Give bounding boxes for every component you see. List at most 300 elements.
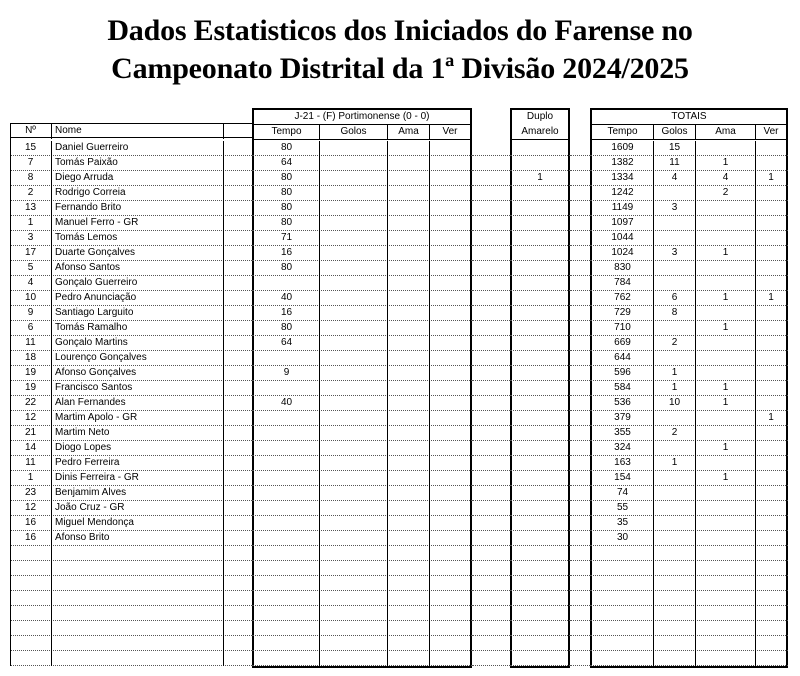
match-tempo-cell: 80 [254,186,320,201]
match-tempo-cell: 80 [254,141,320,156]
total-ver-cell [756,486,786,501]
total-golos-cell: 15 [654,141,696,156]
player-number [10,636,52,651]
total-ver-cell [756,231,786,246]
total-golos-cell: 11 [654,156,696,171]
match-ver-cell [430,501,470,516]
duplo-block [510,108,570,666]
duplo-cell [512,336,568,351]
spacer-row [472,216,510,231]
match-header-row [252,125,472,140]
duplo-cell [512,231,568,246]
total-ver-cell [756,336,786,351]
total-golos-cell [654,351,696,366]
match-ama-cell [388,156,430,171]
spacer-row [472,456,510,471]
player-number: 11 [10,456,52,471]
spacer-row [472,636,510,651]
total-golos-cell: 1 [654,456,696,471]
total-golos-cell: 1 [654,366,696,381]
total-ama-cell [696,606,756,621]
players-left-border [10,123,11,666]
total-tempo-cell: 596 [592,366,654,381]
totals-row [590,381,788,396]
duplo-row [510,651,570,666]
total-ama-cell [696,561,756,576]
duplo-cell [512,186,568,201]
totals-row [590,261,788,276]
duplo-cell [512,201,568,216]
totals-row [590,186,788,201]
duplo-cell [512,576,568,591]
duplo-row [510,561,570,576]
duplo-cell [512,276,568,291]
total-golos-cell [654,186,696,201]
spacer-row [570,456,590,471]
match-tempo-cell: 80 [254,201,320,216]
total-tempo-cell [592,651,654,666]
player-number: 22 [10,396,52,411]
total-golos-cell: 3 [654,246,696,261]
match-ama-cell [388,501,430,516]
match-row [252,141,472,156]
player-row [10,366,252,381]
total-ama-cell: 1 [696,471,756,486]
match-row [252,336,472,351]
spacer-row [472,441,510,456]
match-golos-cell [320,261,388,276]
match-ver-cell [430,426,470,441]
gap-2 [570,108,590,666]
spacer-row [472,471,510,486]
spacer-row [472,501,510,516]
totals-row [590,276,788,291]
total-tempo-cell: 1242 [592,186,654,201]
total-tempo-cell [592,636,654,651]
spacer-row [472,546,510,561]
spacer-row [472,591,510,606]
match-tempo-cell [254,516,320,531]
total-ver-cell [756,216,786,231]
totals-row [590,441,788,456]
duplo-row [510,456,570,471]
duplo-cell [512,366,568,381]
total-ver-cell [756,351,786,366]
match-tempo-cell [254,531,320,546]
totals-row [590,366,788,381]
totals-header-row [590,125,788,140]
duplo-header-row [510,125,570,140]
header-name: Nome [52,124,224,139]
total-ama-cell [696,531,756,546]
player-name [52,636,224,651]
player-row [10,306,252,321]
duplo-row [510,441,570,456]
duplo-cell [512,156,568,171]
total-tempo-cell: 55 [592,501,654,516]
total-tempo-cell: 379 [592,411,654,426]
match-tempo-cell [254,276,320,291]
player-number: 1 [10,471,52,486]
total-tempo-cell: 830 [592,261,654,276]
spacer-row [570,486,590,501]
totals-row [590,411,788,426]
total-tempo-cell: 1044 [592,231,654,246]
match-ama-cell [388,516,430,531]
totals-row [590,471,788,486]
total-tempo-cell: 729 [592,306,654,321]
total-ama-cell: 1 [696,396,756,411]
match-tempo-cell [254,651,320,666]
empty-row [10,561,252,576]
player-name: Gonçalo Martins [52,336,224,351]
spacer-row [570,291,590,306]
player-number: 12 [10,501,52,516]
spacer-row [472,336,510,351]
totals-block [590,108,788,666]
player-row [10,351,252,366]
total-golos-cell [654,276,696,291]
total-ver-cell [756,591,786,606]
match-row [252,591,472,606]
match-ver-cell [430,276,470,291]
match-golos-cell [320,576,388,591]
match-ver-cell [430,216,470,231]
match-ama-cell [388,381,430,396]
empty-row [10,546,252,561]
match-golos-cell [320,471,388,486]
match-golos-cell [320,366,388,381]
spacer-row [570,231,590,246]
match-ver-cell [430,366,470,381]
spacer-row [570,276,590,291]
total-golos-cell: 1 [654,381,696,396]
player-name [52,561,224,576]
totals-row [590,636,788,651]
spacer-row [570,441,590,456]
total-tempo-cell: 1149 [592,201,654,216]
total-ver-cell [756,471,786,486]
match-golos-cell [320,456,388,471]
match-ama-cell [388,201,430,216]
match-tempo-cell: 9 [254,366,320,381]
match-golos-cell [320,426,388,441]
match-block [252,108,472,666]
match-ama-cell [388,606,430,621]
match-ama-cell [388,291,430,306]
player-number: 6 [10,321,52,336]
spacer-row [570,636,590,651]
duplo-cell [512,546,568,561]
match-tempo-cell: 16 [254,246,320,261]
player-row [10,276,252,291]
match-row [252,216,472,231]
totals-title: TOTAIS [671,111,707,122]
spacer-row [472,261,510,276]
duplo-cell [512,246,568,261]
total-ver-cell [756,561,786,576]
match-ver-cell [430,321,470,336]
total-ama-cell [696,366,756,381]
match-ver-cell [430,486,470,501]
total-tempo-cell: 762 [592,291,654,306]
player-name: Manuel Ferro - GR [52,216,224,231]
duplo-row [510,321,570,336]
total-ama-cell [696,306,756,321]
match-golos-cell [320,201,388,216]
match-ver-cell [430,576,470,591]
player-number: 12 [10,411,52,426]
spacer-row [472,171,510,186]
duplo-cell [512,651,568,666]
empty-row [10,651,252,666]
match-ver-cell [430,171,470,186]
duplo-cell [512,306,568,321]
total-golos-cell [654,576,696,591]
match-row [252,261,472,276]
spacer-row [472,411,510,426]
duplo-row [510,426,570,441]
match-ver-cell [430,636,470,651]
totals-row [590,531,788,546]
total-tempo-cell [592,591,654,606]
total-golos-cell: 2 [654,426,696,441]
total-ver-cell [756,246,786,261]
total-ama-cell [696,261,756,276]
duplo-row [510,246,570,261]
match-row [252,576,472,591]
spacer-row [570,261,590,276]
total-golos-cell [654,561,696,576]
duplo-cell [512,636,568,651]
player-number [10,651,52,666]
empty-row [10,591,252,606]
match-ama-cell [388,441,430,456]
duplo-row [510,306,570,321]
total-ama-cell: 4 [696,171,756,186]
player-name: Francisco Santos [52,381,224,396]
spacer-row [570,171,590,186]
player-name: João Cruz - GR [52,501,224,516]
total-ama-cell [696,231,756,246]
total-golos-cell: 10 [654,396,696,411]
match-tempo-cell [254,411,320,426]
total-tempo-cell: 710 [592,321,654,336]
match-tempo-cell [254,561,320,576]
spacer-row [570,141,590,156]
match-tempo-cell: 40 [254,291,320,306]
player-name: Santiago Larguito [52,306,224,321]
spacer-row [570,246,590,261]
duplo-row [510,621,570,636]
total-ver-cell [756,396,786,411]
total-golos-cell [654,231,696,246]
match-ver-cell [430,561,470,576]
totals-row [590,591,788,606]
match-row [252,156,472,171]
player-number [10,576,52,591]
player-row [10,216,252,231]
duplo-cell [512,411,568,426]
total-ama-cell [696,216,756,231]
spacer-row [472,366,510,381]
total-golos-cell [654,531,696,546]
player-name: Martim Apolo - GR [52,411,224,426]
match-golos-cell [320,441,388,456]
player-row [10,156,252,171]
spacer-row [570,546,590,561]
duplo-cell [512,456,568,471]
total-ver-cell [756,141,786,156]
player-name: Afonso Gonçalves [52,366,224,381]
header-match-ver: Ver [442,126,458,137]
totals-row [590,171,788,186]
player-name: Lourenço Gonçalves [52,351,224,366]
player-number: 13 [10,201,52,216]
match-ama-cell [388,621,430,636]
total-ver-cell [756,576,786,591]
totals-row [590,231,788,246]
match-tempo-cell: 80 [254,171,320,186]
spacer-row [472,201,510,216]
player-name: Daniel Guerreiro [52,141,224,156]
total-tempo-cell: 669 [592,336,654,351]
totals-row [590,351,788,366]
match-ama-cell [388,396,430,411]
duplo-row [510,141,570,156]
total-ver-cell [756,156,786,171]
page-title-line-1: Dados Estatisticos dos Iniciados do Farense no [107,14,693,47]
total-golos-cell [654,546,696,561]
total-ama-cell: 1 [696,246,756,261]
total-ver-cell [756,306,786,321]
match-tempo-cell [254,606,320,621]
total-ama-cell [696,411,756,426]
player-name: Fernando Brito [52,201,224,216]
spacer-row [472,276,510,291]
match-row [252,231,472,246]
total-tempo-cell: 154 [592,471,654,486]
totals-row [590,321,788,336]
spacer-row [570,321,590,336]
match-ama-cell [388,261,430,276]
total-ver-cell [756,201,786,216]
match-ver-cell [430,531,470,546]
match-row [252,501,472,516]
player-number: 8 [10,171,52,186]
totals-row [590,456,788,471]
match-ver-cell [430,291,470,306]
match-row [252,426,472,441]
match-golos-cell [320,336,388,351]
match-golos-cell [320,141,388,156]
match-tempo-cell: 40 [254,396,320,411]
player-row [10,246,252,261]
total-tempo-cell [592,621,654,636]
header-match-ama: Ama [388,125,430,140]
totals-row [590,546,788,561]
totals-row [590,651,788,666]
total-ver-cell [756,321,786,336]
match-golos-cell [320,306,388,321]
match-golos-cell [320,546,388,561]
match-row [252,471,472,486]
gap-1 [472,108,510,666]
spacer-row [570,396,590,411]
players-block [10,108,252,666]
player-number [10,606,52,621]
spacer-row [472,231,510,246]
total-ama-cell [696,141,756,156]
match-ama-cell [388,216,430,231]
total-ver-cell [756,621,786,636]
total-golos-cell [654,471,696,486]
total-tempo-cell [592,606,654,621]
total-golos-cell [654,261,696,276]
player-number: 5 [10,261,52,276]
duplo-cell [512,561,568,576]
total-tempo-cell: 355 [592,426,654,441]
match-golos-cell [320,246,388,261]
match-ver-cell [430,261,470,276]
match-tempo-cell: 80 [254,321,320,336]
duplo-row [510,366,570,381]
match-ver-cell [430,156,470,171]
match-golos-cell [320,516,388,531]
total-ver-cell: 1 [768,412,774,423]
total-ama-cell [696,351,756,366]
total-golos-cell: 2 [654,336,696,351]
total-golos-cell [654,501,696,516]
player-number: 15 [10,141,52,156]
spacer-row [472,141,510,156]
spacer-row [472,321,510,336]
duplo-cell [512,531,568,546]
player-number: 14 [10,441,52,456]
total-golos-cell: 6 [654,291,696,306]
match-golos-cell [320,321,388,336]
match-title: J-21 - (F) Portimonense (0 - 0) [294,111,430,122]
player-name [52,591,224,606]
player-number: 9 [10,306,52,321]
total-tempo-cell: 1382 [592,156,654,171]
totals-row [590,216,788,231]
match-row [252,171,472,186]
duplo-cell [512,621,568,636]
total-tempo-cell: 1097 [592,216,654,231]
player-row [10,291,252,306]
total-ver-cell [756,651,786,666]
player-name [52,606,224,621]
total-golos-cell [654,591,696,606]
duplo-cell [512,486,568,501]
match-row [252,306,472,321]
duplo-row [510,156,570,171]
duplo-cell [512,261,568,276]
spacer-row [472,306,510,321]
total-tempo-cell: 1609 [592,141,654,156]
duplo-row [510,636,570,651]
header-duplo-line-1: Duplo [526,111,554,122]
player-row [10,336,252,351]
match-ama-cell [388,231,430,246]
match-tempo-cell [254,621,320,636]
totals-row [590,201,788,216]
match-golos-cell [320,501,388,516]
total-ama-cell: 1 [696,156,756,171]
match-ama-cell [388,351,430,366]
spacer-row [472,621,510,636]
